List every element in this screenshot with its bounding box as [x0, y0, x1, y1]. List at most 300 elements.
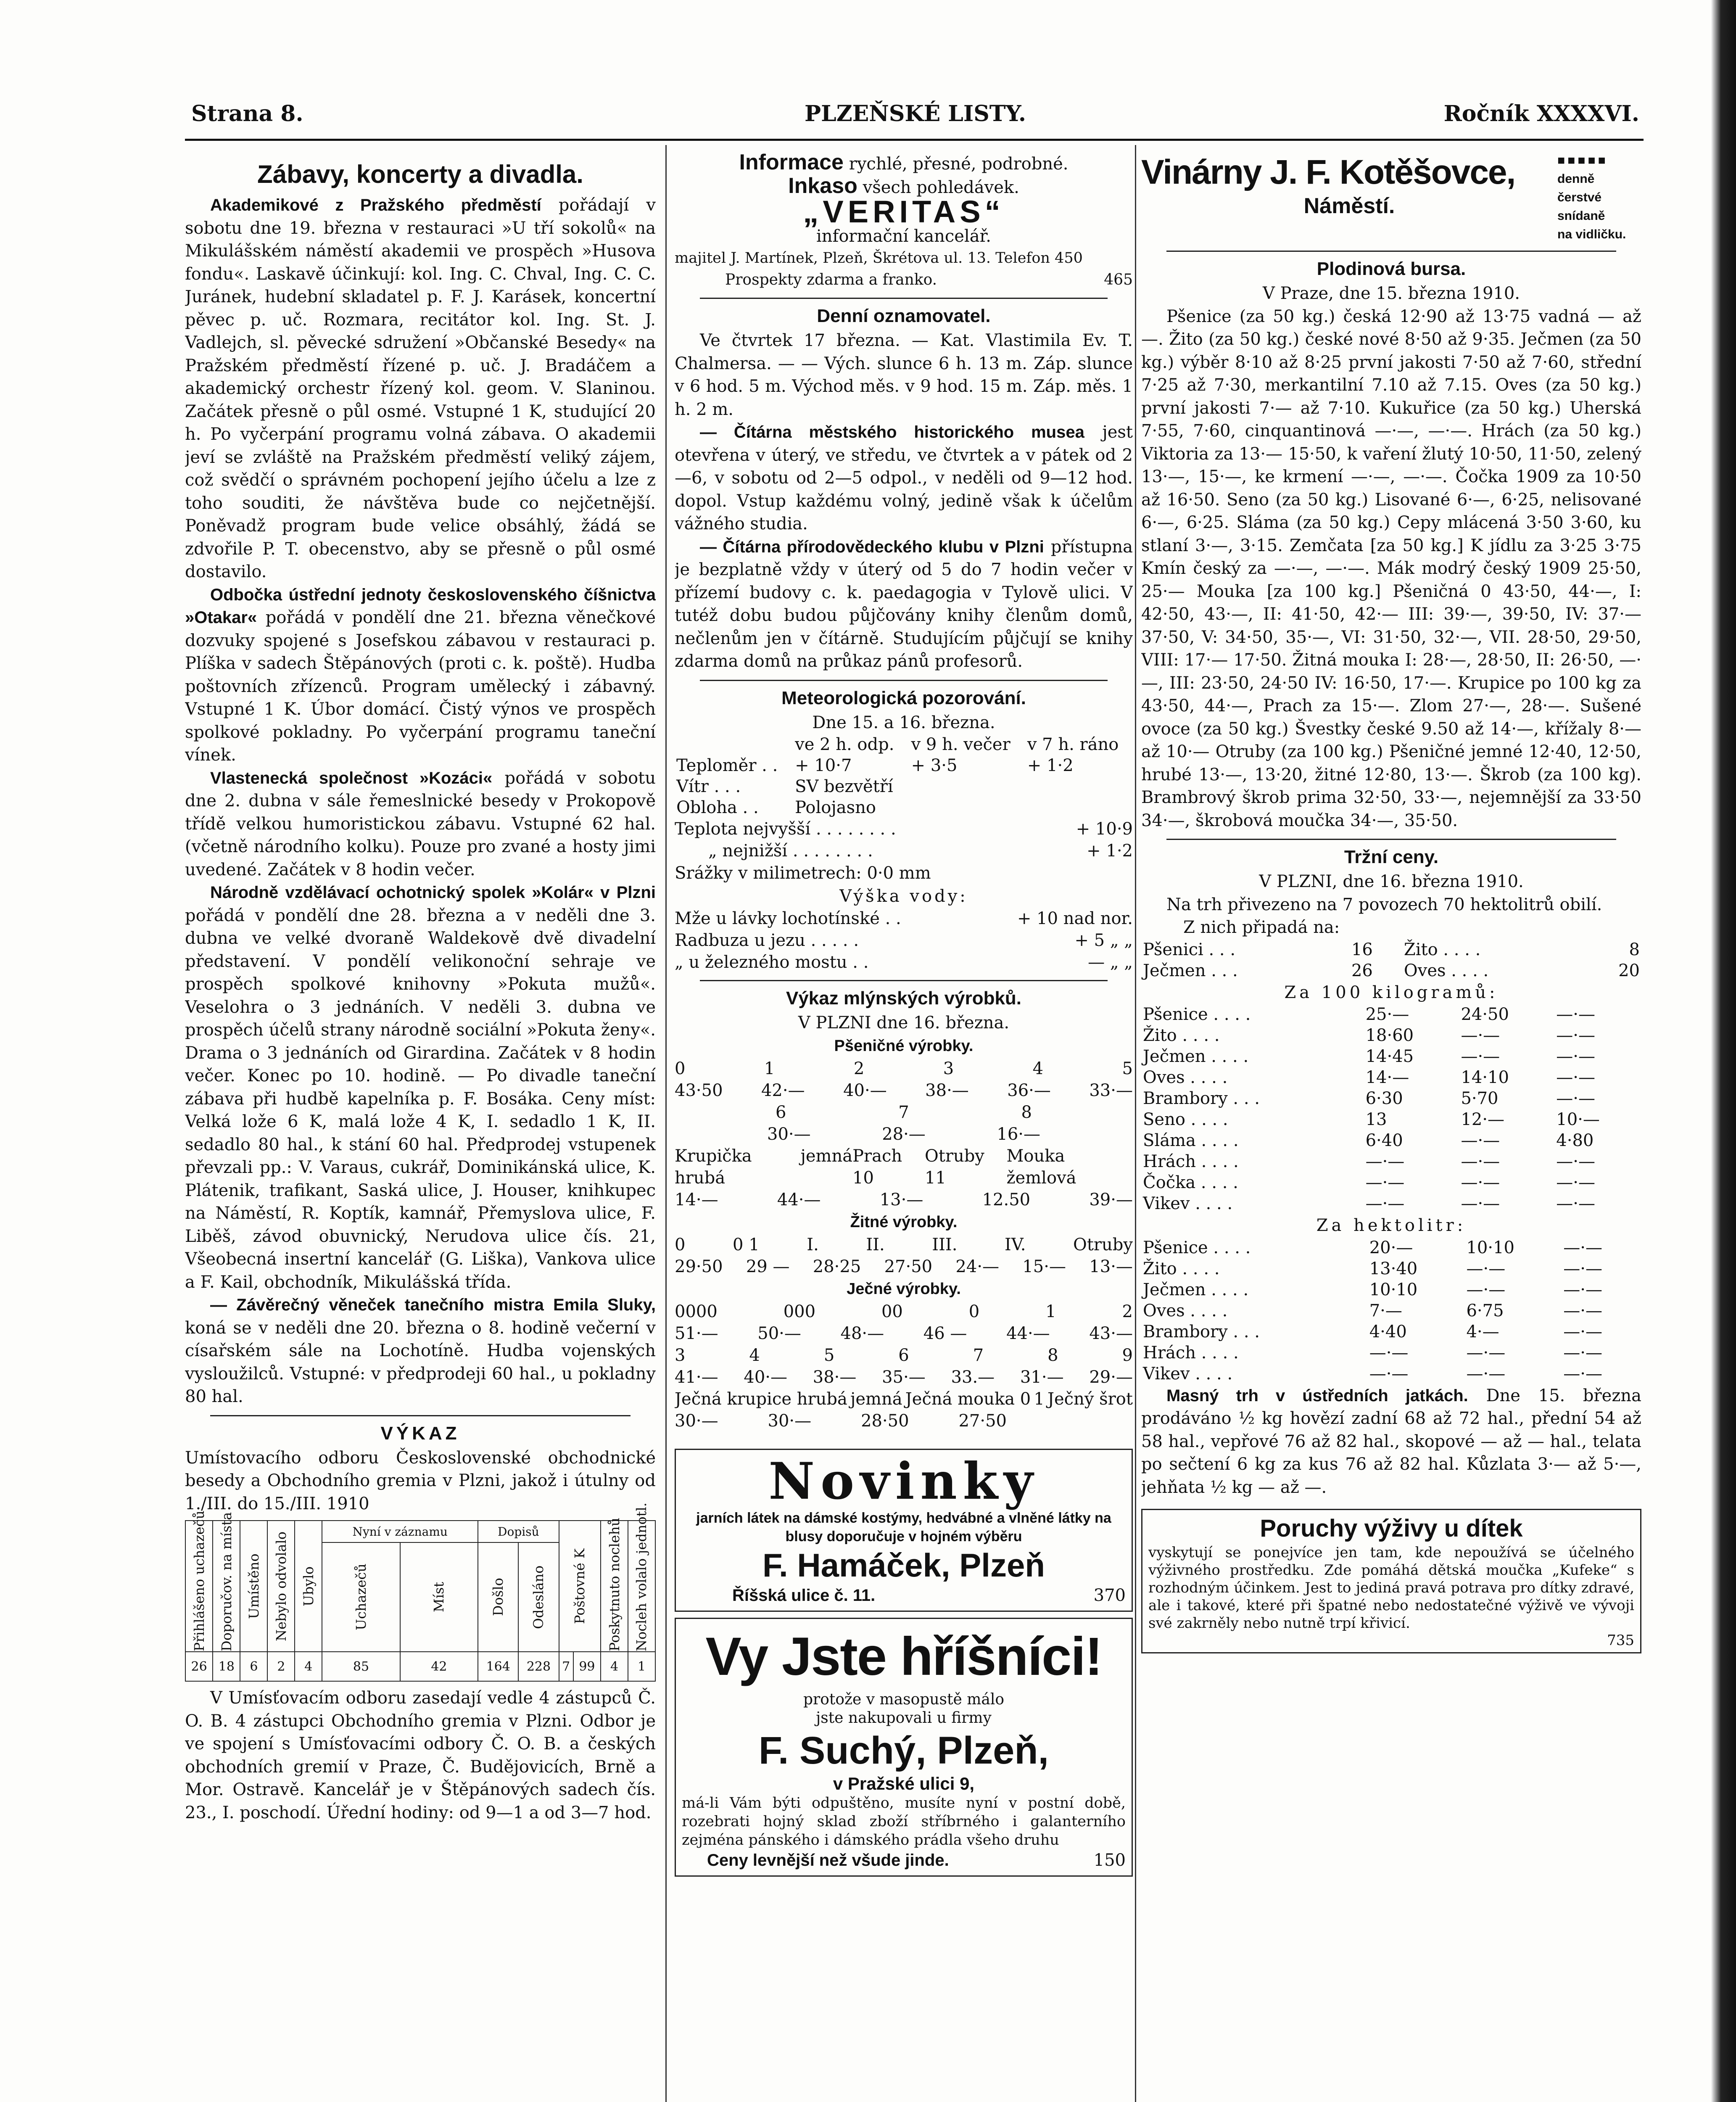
weather-label: Obloha . . — [676, 798, 759, 817]
ad-text: majitel J. Martínek, Plzeň, Škrétova ul. 13. Telefon 450 — [675, 250, 1083, 267]
article — [675, 421, 1133, 536]
commodity: Žito . . . . — [1143, 1026, 1220, 1045]
price: —·— — [1556, 1152, 1596, 1171]
grade: 0 — [968, 1302, 980, 1321]
table-header: Přihlášeno uchazečů — [191, 1510, 207, 1651]
price: 42·— — [761, 1080, 805, 1100]
price: 44·— — [1006, 1323, 1050, 1343]
report-intro: Umístovacího odboru Československé obchodnické besedy a Obchodního gremia v Plzni, jakož i útulny od 1./III. do 15./III. 1910 — [185, 1448, 656, 1513]
commodity: Ječmen . . . . — [1143, 1280, 1249, 1299]
price: 30·— — [767, 1124, 811, 1144]
price: 30·— — [768, 1411, 812, 1431]
ad-firm-name: F. Suchý, Plzeň, — [758, 1729, 1049, 1772]
grade: 7 — [898, 1102, 909, 1122]
market-subtitle: Za 100 kilogramů: — [1284, 982, 1499, 1002]
weather-rain: Srážky v milimetrech: 0·0 mm — [675, 864, 931, 883]
price: —·— — [1556, 1173, 1596, 1192]
novinky-ad — [675, 1449, 1133, 1612]
weather-label: „ nejnižší . . . . . . . . — [708, 841, 873, 861]
ad-headline: Vinárny J. F. Kotěšovce, — [1141, 153, 1515, 191]
water-label: „ u železného mostu . . — [675, 953, 869, 972]
column-divider — [665, 145, 667, 2102]
price: —·— — [1461, 1047, 1500, 1066]
price: 16·— — [997, 1124, 1040, 1144]
article-lead: Akademikové z Pražského předměstí — [210, 196, 541, 214]
weather-value: + 10·9 — [1076, 819, 1133, 839]
table-header: Nebylo odvolalo — [273, 1531, 289, 1641]
price: —·— — [1563, 1364, 1602, 1384]
price: 28·50 — [861, 1411, 909, 1431]
article-text: koná se v neděli dne 20. března o 8. hodině večerní v císařském sále na Lochotíně. Hudba vojenských vysloužilců. Vstupné: v předprodeji 60 hal., u pokladny 80 hal. — [185, 1318, 656, 1406]
article-lead: — Čítárna městského historického musea — [700, 423, 1084, 441]
price: 30·— — [675, 1411, 718, 1431]
water-label: Mže u lávky lochotínské . . — [675, 909, 901, 928]
weather-label: Teploměr . . — [676, 756, 778, 775]
price: 14·— — [1365, 1068, 1409, 1087]
kotesovec-ad — [1141, 151, 1641, 244]
table-cell: 26 — [185, 1652, 213, 1681]
grade: 0 1 — [733, 1235, 760, 1254]
separator — [210, 1415, 631, 1416]
price: —·— — [1556, 1047, 1596, 1066]
article-lead: Masný trh v ústředních jatkách. — [1166, 1386, 1468, 1405]
weather-dates: Dne 15. a 16. března. — [812, 713, 995, 732]
market-intro: Na trh přivezeno na 7 povozech 70 hektolitrů obilí. — [1166, 895, 1602, 914]
table-cell: 1 — [628, 1652, 655, 1681]
ad-headline: Informace — [739, 151, 844, 174]
table-header: Došlo — [490, 1578, 507, 1616]
column-3 — [1141, 151, 1641, 2102]
subsection-title: Pšeničné výrobky. — [834, 1037, 974, 1055]
volume: Ročník XXXXVI. — [1443, 101, 1639, 127]
ad-number: 370 — [1093, 1585, 1126, 1605]
ad-firm-name: F. Hamáček, Plzeň — [762, 1546, 1045, 1584]
price: —·— — [1466, 1259, 1506, 1278]
price: —·— — [1461, 1131, 1500, 1150]
price: 29·50 — [675, 1257, 723, 1276]
amount: 16 — [1351, 940, 1373, 959]
section-title: Výkaz mlýnských výrobků. — [786, 988, 1022, 1009]
report-table — [185, 1503, 656, 1682]
grade: 1 — [1045, 1302, 1056, 1321]
weather-value: + 1·2 — [1087, 841, 1133, 861]
grade: Ječná mouka 0 — [905, 1389, 1031, 1409]
price: 13·40 — [1369, 1259, 1418, 1278]
article — [1141, 1384, 1641, 1499]
article — [185, 881, 656, 1294]
amount: 20 — [1618, 961, 1640, 980]
price: 4·— — [1466, 1322, 1499, 1341]
page-header — [191, 101, 1639, 135]
article — [675, 536, 1133, 673]
price: 24·50 — [1461, 1005, 1509, 1024]
mill-date: V PLZNI dne 16. března. — [798, 1013, 1010, 1033]
commodity: Pšenice . . . . — [1143, 1238, 1251, 1257]
price: 4·80 — [1556, 1131, 1594, 1150]
report-title: VÝKAZ — [380, 1423, 460, 1444]
table-header: Uchazečů — [353, 1563, 369, 1631]
ad-text: vyskytují se ponejvíce jen tam, kde nepoužívá se účelného výživného prostředku. Zde pomáhá dětská moučka „Kufeke“ s rozhodným účinkem. Jest to jediná pravá potrava pro dítky zdravé, ale i takové, které při špatné nebo nedostatečné výživě ve vývoji své zakrněly nebo nutně trpí křivicí. — [1148, 1544, 1634, 1632]
market-date: V PLZNI, dne 16. března 1910. — [1259, 872, 1524, 891]
price: 31·— — [1020, 1367, 1064, 1387]
commodity: Oves . . . . — [1143, 1301, 1228, 1320]
table-cell: 42 — [400, 1652, 478, 1681]
price: 6·75 — [1466, 1301, 1504, 1320]
article-text: pořádají v sobotu dne 19. března v restauraci »U tří sokolů« na Mikulášském náměstí akademii ve prospěch »Husova fondu«. Laskavě účinkují: kol. Ing. C. Chval, Ing. C. C. Juránek, hudební skladatel p. F. J. Karásek, koncertní pěvec p. uč. Rozmara, recitátor kol. Ing. St. J. Vadlejch, sl. pěvecké sdružení »Občanské Besedy« na Pražském předměstí řízené p. uč. J. Bradáčem a akademický orchestr řízený kol. geom. V. Slaninou. Začátek přesně o půl osmé. Vstupné 1 K, studující 20 h. Po vyčerpání programu volná zábava. O akademii jeví se zvláště na Pražském předměstí veliký zájem, což svědčí o správném pochopení jejího účelu a lze z toho souditi, že návštěva bude co nejčetnější. Poněvadž program bude velice obsáhlý, žádá se zdvořile P. T. obecenstvo, aby se přesně o půl osmé dostavilo. — [185, 195, 656, 581]
commodity: Seno . . . . — [1143, 1110, 1228, 1129]
table-cell: 6 — [240, 1652, 267, 1681]
price: 29·— — [1089, 1367, 1133, 1387]
price: —·— — [1466, 1364, 1506, 1384]
section-title: Meteorologická pozorování. — [781, 687, 1026, 708]
weather-value: + 10·7 — [795, 756, 852, 775]
grade: Ječná krupice hrubá — [675, 1389, 847, 1409]
price: 28·— — [882, 1124, 926, 1144]
price: 13·— — [879, 1190, 923, 1209]
price: 10·10 — [1369, 1280, 1418, 1299]
price: —·— — [1466, 1280, 1506, 1299]
ad-decoration: ■■■■■ — [1557, 153, 1608, 167]
grade: Mouka žemlová — [1006, 1146, 1076, 1188]
price: 36·— — [1007, 1080, 1051, 1100]
grade: 2 — [853, 1059, 865, 1078]
price: 41·— — [675, 1367, 718, 1387]
article — [185, 194, 656, 584]
commodity: Pšenici . . . — [1143, 940, 1236, 959]
report-text: V Umísťovacím odboru zasedají vedle 4 zástupců Č. O. B. 4 zástupci Obchodního gremia v Plzni. Odbor je ve spojení s Umísťovacími odbory Č. O. B. a českých obchodních gremií v Praze, Č. Budějovicích, Brně a Mor. Ostravě. Kancelář je v Štěpánových sadech čís. 23., I. poschodí. Úřední hodiny: od 9—1 a od 3—7 hod. — [185, 1688, 656, 1822]
price: —·— — [1563, 1322, 1602, 1341]
price: 39·— — [1089, 1190, 1133, 1209]
header-rule — [185, 139, 1644, 141]
table-header: Doporučov. na místa — [218, 1512, 235, 1651]
weather-value: Polojasno — [795, 798, 876, 817]
table-cell: 18 — [213, 1652, 240, 1681]
weather-value: + 1·2 — [1027, 756, 1074, 775]
article-text: pořádá v sobotu dne 2. dubna v sále řemeslnické besedy v Prokopově třídě velkou humoristickou zábavu. Vstupné 62 hal. (včetně národního kolku). Pouze pro zvané a hosty jimi uvedené. Začátek v 8 hodin večer. — [185, 768, 656, 879]
grade: 6 — [776, 1102, 786, 1122]
price: 38·— — [813, 1367, 857, 1387]
price: 44·— — [777, 1190, 821, 1209]
grade: 8 — [1047, 1345, 1058, 1365]
price: 13·— — [1089, 1257, 1133, 1276]
subsection-title: Žitné výrobky. — [850, 1213, 958, 1231]
table-header: Poskytnuto noclehů — [606, 1518, 623, 1651]
price: 7·— — [1369, 1301, 1402, 1320]
commodity: Čočka . . . . — [1143, 1173, 1238, 1192]
grade: jemná — [800, 1146, 853, 1166]
grade: 000 — [783, 1302, 816, 1321]
article-lead: Vlastenecká společnost »Kozáci« — [210, 768, 493, 787]
price: 40·— — [843, 1080, 887, 1100]
market-kg-table — [1141, 1004, 1641, 1214]
ad-headline: Poruchy výživy u dítek — [1260, 1515, 1523, 1542]
table-header: Míst — [431, 1582, 447, 1613]
price: —·— — [1461, 1173, 1500, 1192]
price: 51·— — [675, 1323, 718, 1343]
commodity: Pšenice . . . . — [1143, 1005, 1251, 1024]
commodity: Žito . . . . — [1143, 1259, 1220, 1278]
price: —·— — [1461, 1194, 1500, 1213]
section-title: Plodinová bursa. — [1317, 259, 1466, 279]
price: —·— — [1369, 1364, 1409, 1384]
commodity: Sláma . . . . — [1143, 1131, 1239, 1150]
price: 40·— — [744, 1367, 788, 1387]
price: 29 — — [746, 1257, 790, 1276]
market-subtitle: Z nich připadá na: — [1183, 918, 1340, 937]
grade: 4 — [1032, 1059, 1044, 1078]
grade: III. — [932, 1235, 958, 1254]
water-title: Výška vody: — [839, 886, 968, 906]
ad-text: rychlé, přesné, podrobné. — [849, 154, 1069, 174]
market-hl-table — [1141, 1237, 1641, 1384]
table-header: Umístěno — [245, 1553, 262, 1619]
grade: 00 — [881, 1302, 903, 1321]
weather-value: SV bezvětří — [795, 777, 893, 796]
price: 24·— — [955, 1257, 1000, 1276]
ad-firm-name: „VERITAS“ — [803, 194, 1005, 229]
ad-number: 150 — [1093, 1850, 1126, 1870]
table-cell: 4 — [601, 1652, 628, 1681]
grade: II. — [866, 1235, 885, 1254]
ad-text: všech pohledávek. — [863, 178, 1019, 197]
grade: 9 — [1122, 1345, 1133, 1365]
grade: 6 — [898, 1345, 909, 1365]
amount: 8 — [1629, 940, 1640, 959]
grade: 1 — [764, 1059, 775, 1078]
price: —·— — [1556, 1005, 1596, 1024]
grade: 0 — [675, 1059, 686, 1078]
price: —·— — [1556, 1068, 1596, 1087]
price: —·— — [1556, 1194, 1596, 1213]
grade: Ječný šrot — [1047, 1389, 1133, 1409]
article-lead: Národně vzdělávací ochotnický spolek »Kolár« v Plzni — [210, 883, 656, 902]
bursa-text: Pšenice (za 50 kg.) česká 12·90 až 13·75 vadná — až —. Žito (za 50 kg.) české nové 8·50 až 9·35. Ječmen (za 50 kg.) výběr 8·10 až 8·25 první jakosti 7·50 až 7·60, střední 7·25 až 7·30, merkantilní 7.10 až 7.15. Oves (za 50 kg.) první jakosti 7·— až 7·10. Kukuřice (za 50 kg.) Uherská 7·55, 7·60, cinquantinová —·—, —·—. Hrách (za 50 kg.) Viktoria za 13·— 15·50, k vaření žlutý 10·50, 11·50, zelený 13·—, 15·—, ke krmení —·—, —·—. Čočka 1909 za 10·50 až 16·50. Seno (za 50 kg.) Lisované 6·—, 6·25, nelisované 6·—, 6·25. Sláma (za 50 kg.) Cepy mlácená 3·50 3·60, ku stlaní 3·—, 3·15. Zemčata [za 50 kg.] K jídlu za 3·25 3·75 Kmín český za —·—, —·—. Mák modrý český 1909 25·50, 25·— Mouka [za 100 kg.] Pšeničná 0 43·50, 44·—, I: 42·50, 43·—, II: 41·50, 42·— III: 39·—, 39·50, IV: 37·— 37·50, V: 34·50, 35·—, VI: 31·50, 32·—, VII. 28·50, 29·50, VIII: 17·— 17·50. Žitná mouka I: 28·—, 28·50, II: 26·50, —·—, III: 23·50, 24·50 IV: 16·50, 17·—. Krupice po 100 kg za 43·50, 44·—, Prach za 15·—. Zlom 27·—, 28·—. Sušené ovoce (za 50 kg.) Švestky české 9.50 až 14·—, křížaly 8·— až 10·— Otruby (za 100 kg.) Pšeničné jemné 12·40, 12·50, hrubé 13·—, 13·20, žitné 12·80, 13·—. Škrob (za 100 kg). Brambrový škrob prima 32·50, 33·—, nejemnější za 33·50 34·—, škrobová moučka 34·—, 35·50. — [1141, 306, 1641, 830]
price: —·— — [1369, 1343, 1409, 1363]
article-text: přístupna je bezplatně vždy v úterý od 5 do 7 hodin večer v přízemí budovy c. k. paedagogia v Tylově ulici. V tutéž dobu budou půjčovány knihy členům domů, nečlenům jen v čítárně. Studujícím půjčují se knihy zdarma domů na průkaz pánů profesorů. — [675, 537, 1133, 671]
ad-address: v Pražské ulici 9, — [833, 1773, 975, 1793]
table-cell: 85 — [322, 1652, 400, 1681]
newspaper-title: PLZEŇSKÉ LISTY. — [805, 101, 1026, 127]
ad-headline: Novinky — [768, 1451, 1039, 1511]
water-value: — „ „ — [1088, 953, 1133, 972]
ad-text: na vidličku. — [1557, 227, 1626, 241]
article-text: jest otevřena v úterý, ve středu, ve čtvrtek a v pátek od 2—6, v sobotu od 2—5 odpol., v neděli od 9—12 hod. dopol. Vstup každému volný, jedině však k účelům vážného studia. — [675, 423, 1133, 533]
grade: 5 — [1122, 1059, 1133, 1078]
price: —·— — [1461, 1026, 1500, 1045]
price: —·— — [1563, 1238, 1602, 1257]
table-cell: 164 — [478, 1652, 518, 1681]
ad-headline: Inkaso — [788, 174, 857, 198]
table-header: Odesláno — [530, 1565, 547, 1629]
veritas-ad — [675, 151, 1133, 291]
grade: 7 — [973, 1345, 984, 1365]
column-1 — [185, 151, 656, 2102]
price: 33.— — [951, 1367, 995, 1387]
grade: I. — [807, 1235, 819, 1254]
price: 46 — — [923, 1323, 967, 1343]
weather-col: v 9 h. večer — [911, 735, 1010, 754]
water-value: + 10 nad nor. — [1017, 909, 1133, 928]
grade: Otruby — [1073, 1235, 1133, 1254]
price: 25·— — [1365, 1005, 1409, 1024]
article-text: pořádá v pondělí dne 21. března věnečkové dozvuky spojené s Josefskou zábavou v restauraci p. Plíška v sadech Štěpánových (proti c. k. poště). Hudba poštovních zřízenců. Program umělecký i zábavný. Vstupné 1 K. Úbor domácí. Čistý výnos ve prospěch spolkové pokladny. Po vyčerpání programu taneční vínek. — [185, 608, 656, 765]
price: 35·— — [882, 1367, 926, 1387]
price: 15·— — [1022, 1257, 1066, 1276]
price: 4·40 — [1369, 1322, 1407, 1341]
table-header: Poštovné K — [572, 1548, 588, 1624]
table-cell: 228 — [518, 1652, 559, 1681]
sucha-ad — [675, 1618, 1133, 1877]
price: —·— — [1563, 1280, 1602, 1299]
commodity: Brambory . . . — [1143, 1322, 1260, 1341]
grade: 8 — [1021, 1102, 1032, 1122]
price: 38·— — [925, 1080, 969, 1100]
grade: 3 — [675, 1345, 686, 1365]
article-lead: — Čítárna přírodovědeckého klubu v Plzni — [700, 537, 1044, 556]
article — [185, 1294, 656, 1408]
price: —·— — [1365, 1152, 1405, 1171]
market-share-table — [1141, 939, 1641, 981]
water-label: Radbuza u jezu . . . . . — [675, 931, 859, 950]
commodity: Ječmen . . . . — [1143, 1047, 1249, 1066]
price: 33·— — [1089, 1080, 1133, 1100]
table-cell: 99 — [573, 1652, 601, 1681]
price: 48·— — [840, 1323, 884, 1343]
grade: 5 — [823, 1345, 835, 1365]
price: —·— — [1365, 1173, 1405, 1192]
grade: 1 — [1034, 1389, 1045, 1409]
grade: Krupička hrubá — [675, 1146, 752, 1188]
price: 10·10 — [1466, 1238, 1514, 1257]
grade: 3 — [943, 1059, 954, 1078]
column-2 — [675, 151, 1133, 2102]
price: 12·— — [1461, 1110, 1505, 1129]
price: 14·45 — [1365, 1047, 1414, 1066]
ad-headline: Vy Jste hříšníci! — [705, 1626, 1102, 1687]
article-lead: — Závěrečný věneček tanečního mistra Emila Sluky, — [210, 1296, 656, 1314]
price: 20·— — [1369, 1238, 1413, 1257]
grade: 0 — [675, 1235, 686, 1254]
price: 10·— — [1556, 1110, 1600, 1129]
separator — [700, 298, 1108, 299]
grade: Otruby 11 — [924, 1146, 984, 1188]
grade: 4 — [749, 1345, 760, 1365]
article-text: Dne 15. března prodáváno ½ kg hovězí zadní 68 až 72 hal., přední 54 až 58 hal., vepřové 76 až 82 hal., skopové — až — hal., telata po sečtení 6 kg za kus 76 až 82 hal. Kůzlata 3·— až 5·—, jehňata ½ kg — až —. — [1141, 1386, 1641, 1497]
weather-table — [675, 734, 1133, 818]
ad-text: jarních látek na dámské kostýmy, hedvábné a vlněné látky na blusy doporučuje v hojném výběru — [696, 1510, 1111, 1545]
grade: IV. — [1005, 1235, 1026, 1254]
commodity: Žito . . . . — [1404, 940, 1481, 959]
price: 14·— — [675, 1190, 718, 1209]
section-title: Tržní ceny. — [1344, 847, 1439, 867]
separator — [700, 680, 1108, 681]
weather-label: Vítr . . . — [676, 777, 741, 796]
commodity: Hrách . . . . — [1143, 1343, 1239, 1363]
commodity: Oves . . . . — [1143, 1068, 1228, 1087]
price: —·— — [1556, 1089, 1596, 1108]
price: 14·10 — [1461, 1068, 1509, 1087]
weather-label: Teplota nejvyšší . . . . . . . . — [675, 819, 896, 839]
ad-text: Náměstí. — [1303, 194, 1395, 218]
ad-text: informační kancelář. — [816, 227, 991, 246]
price: —·— — [1563, 1301, 1602, 1320]
price: —·— — [1461, 1152, 1500, 1171]
separator — [700, 980, 1108, 981]
weather-col: ve 2 h. odp. — [795, 735, 894, 754]
article — [185, 767, 656, 882]
grade: Prach 10 — [852, 1146, 902, 1188]
price: —·— — [1466, 1343, 1506, 1363]
article — [185, 584, 656, 767]
ad-slogan: Ceny levnější než všude jinde. — [707, 1851, 949, 1870]
price: 5·70 — [1461, 1089, 1499, 1108]
weather-col: v 7 h. ráno — [1027, 735, 1119, 754]
ad-number: 735 — [1607, 1632, 1634, 1649]
price: 50·— — [757, 1323, 801, 1343]
price: 12.50 — [982, 1190, 1031, 1209]
weather-value: + 3·5 — [911, 756, 958, 775]
separator — [1166, 839, 1616, 840]
price: 27·50 — [884, 1257, 933, 1276]
price: —·— — [1365, 1194, 1405, 1213]
table-header: Nocleh volalo jednotl. — [633, 1503, 650, 1651]
table-cell: 2 — [267, 1652, 295, 1681]
commodity: Vikev . . . . — [1143, 1364, 1233, 1384]
commodity: Ječmen . . . — [1143, 961, 1238, 980]
ad-text: Prospekty zdarma a franko. — [725, 271, 937, 288]
table-cell: 7 — [559, 1652, 573, 1681]
commodity: Brambory . . . — [1143, 1089, 1260, 1108]
commodity: Hrách . . . . — [1143, 1152, 1239, 1171]
price: 43·50 — [675, 1080, 723, 1100]
page-number: Strana 8. — [191, 101, 303, 127]
grade: 2 — [1122, 1302, 1133, 1321]
table-group-header: Dopisů — [478, 1521, 559, 1542]
market-subtitle: Za hektolitr: — [1316, 1216, 1467, 1235]
water-value: + 5 „ „ — [1074, 931, 1133, 950]
grade: jemná — [850, 1389, 902, 1409]
ad-text: má-li Vám býti odpuštěno, musíte nyní v postní době, rozebrati hojný sklad zboží stříbrného i galanterního zejména pánského i dámského prádla všeho druhu — [682, 1794, 1126, 1848]
price: 13 — [1365, 1110, 1387, 1129]
bursa-date: V Praze, dne 15. března 1910. — [1262, 284, 1520, 303]
separator — [1166, 251, 1616, 252]
article-lead: Odbočka ústřední jednoty československého číšnictva »Otakar« — [185, 585, 656, 627]
commodity: Oves . . . . — [1404, 961, 1489, 980]
grade: 0000 — [675, 1302, 718, 1321]
price: 6·30 — [1365, 1089, 1403, 1108]
price: 28·25 — [813, 1257, 861, 1276]
article-text: Ve čtvrtek 17 března. — Kat. Vlastimila Ev. T. Chalmersa. — — Vých. slunce 6 h. 13 m. Záp. slunce v 6 hod. 5 m. Východ měs. v 9 hod. 15 m. Záp. měs. 1 h. 2 m. — [675, 331, 1133, 419]
table-group-header: Nyní v záznamu — [322, 1521, 478, 1542]
column-divider — [1135, 145, 1136, 2102]
table-cell: 4 — [295, 1652, 322, 1681]
article-text: pořádá v pondělí dne 28. března a v neděli dne 3. dubna ve velké dvoraně Waldekově dvě divadelní představení. V pondělí velikonoční sehraje ve prospěch spolkové knihovny »Pokuta mužů«. Veselohra o 3 jednáních. V neděli 3. dubna ve prospěch účelů strany národně sociální »Pokuta ženy«. Drama o 3 jednáních od Girardina. Začátek v 8 hodin večer. Konec po 10. hodině. — Po divadle taneční zábava při hudbě kapelníka p. F. Bosáka. Ceny míst: Velká lože 6 K, malá lože 4 K, I. sedadlo 1 K, II. sedadlo 80 hal., k stání 60 hal. Předprodej vstupenek převzali pp.: V. Varaus, cukrář, Dominikánská ulice, K. Plátenik, trafikant, Saská ulice, J. Houser, knihkupec na Náměstí, R. Koptík, kamnář, Přemyslova ulice, F. Liběš, závod obuvnický, Nerudova ulice čís. 21, Všeobecná insertní kancelář (G. Liška), Vankova ulice a F. Kail, obchodník, Mikulášská třída. — [185, 906, 656, 1292]
ad-text: protože v masopustě málo jste nakupovali u firmy — [803, 1690, 1005, 1727]
table-header: Ubylo — [300, 1566, 317, 1606]
ad-address: Říšská ulice č. 11. — [732, 1586, 876, 1605]
amount: 26 — [1351, 961, 1373, 980]
ad-text: snídaně — [1557, 209, 1605, 223]
price: —·— — [1556, 1026, 1596, 1045]
price: 6·40 — [1365, 1131, 1403, 1150]
commodity: Vikev . . . . — [1143, 1194, 1233, 1213]
price: —·— — [1563, 1259, 1602, 1278]
price: 27·50 — [958, 1411, 1007, 1431]
subsection-title: Ječné výrobky. — [847, 1280, 961, 1298]
section-title: Zábavy, koncerty a divadla. — [257, 160, 583, 188]
page-edge — [1711, 0, 1736, 2102]
kufeke-ad — [1141, 1509, 1641, 1653]
